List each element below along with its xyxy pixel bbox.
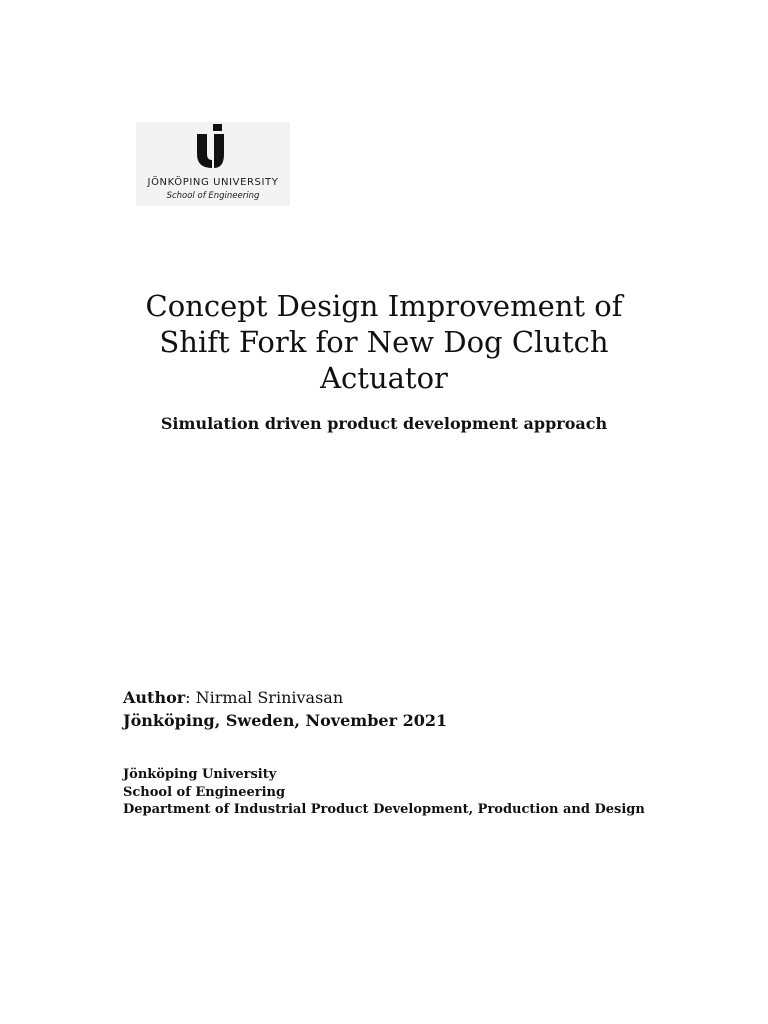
- place-and-date: Jönköping, Sweden, November 2021: [123, 711, 448, 730]
- institution-school: School of Engineering: [123, 784, 286, 800]
- institution-department: Department of Industrial Product Development, Production and Design: [123, 802, 645, 817]
- logo-university-name: JÖNKÖPING UNIVERSITY: [147, 177, 279, 188]
- author-line: [123, 688, 343, 707]
- title-line-2: Shift Fork for New Dog Clutch: [159, 325, 609, 359]
- institution-university: Jönköping University: [123, 767, 277, 782]
- author-label: Author: [123, 688, 186, 707]
- author-name: Nirmal Srinivasan: [195, 688, 344, 707]
- document-subtitle: Simulation driven product development approach: [160, 414, 608, 433]
- document-title: [100, 288, 668, 396]
- institution-block: [123, 766, 645, 819]
- title-line-1: Concept Design Improvement of: [145, 289, 623, 323]
- university-logo: [136, 122, 290, 206]
- logo-school-name: School of Engineering: [166, 191, 260, 201]
- title-line-3: Actuator: [320, 361, 448, 395]
- jonkoping-university-mark-icon: [194, 124, 232, 168]
- author-separator: :: [185, 688, 191, 707]
